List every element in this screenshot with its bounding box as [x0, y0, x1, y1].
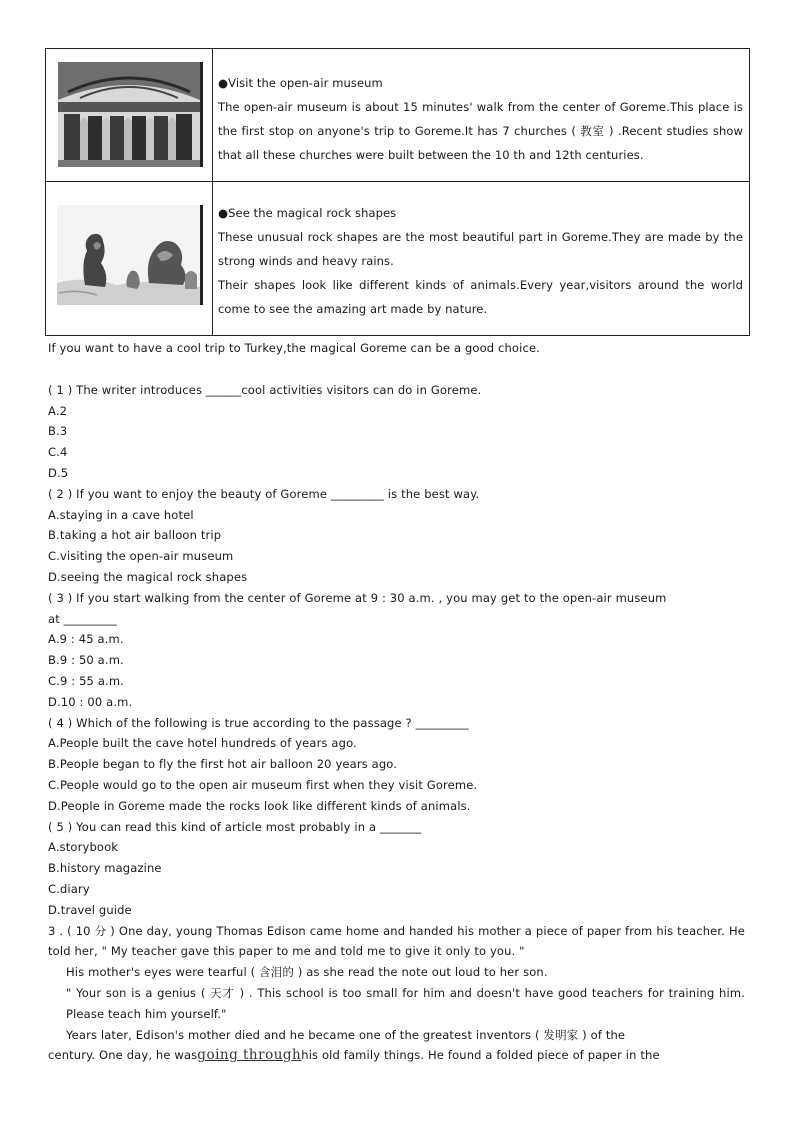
question-5-option-d: D.travel guide: [48, 902, 132, 917]
rocks-heading: ●See the magical rock shapes: [218, 206, 397, 220]
museum-text-cell: [213, 49, 750, 182]
question-3-stem-cont: at _________: [48, 611, 117, 626]
section-3-paragraph-3: " Your son is a genius ( 天才 ) . This school is too small for him and doesn't have good teachers for training him. Please teach him yourself.": [66, 985, 745, 1021]
question-5-option-c: C.diary: [48, 881, 90, 896]
question-2-stem: ( 2 ) If you want to enjoy the beauty of Goreme _________ is the best way.: [48, 486, 480, 501]
question-4-option-b: B.People began to fly the first hot air balloon 20 years ago.: [48, 757, 398, 772]
century-text: century. One day, he was: [48, 1048, 198, 1063]
question-1-option-c: C.4: [48, 445, 68, 460]
question-3-option-b: B.9 : 50 a.m.: [48, 653, 124, 668]
question-2-option-c: C.visiting the open-air museum: [48, 549, 234, 564]
question-1-option-d: D.5: [48, 465, 69, 480]
rocks-description-2: Their shapes look like different kinds of animals.Every year,visitors around the world come to see the amazing art made by nature.: [218, 278, 743, 316]
rocks-text-cell: [213, 182, 750, 336]
museum-image-cell: [46, 49, 213, 182]
question-4-option-c: C.People would go to the open air museum first when they visit Goreme.: [48, 777, 478, 792]
rocks-photo: [57, 205, 203, 305]
old-things-text: his old family things. He found a folded piece of paper in the: [301, 1048, 660, 1063]
section-3-paragraph-4: Years later, Edison's mother died and he became one of the greatest inventors ( 发明家 ) of the: [66, 1027, 626, 1042]
question-2-option-d: D.seeing the magical rock shapes: [48, 569, 248, 584]
attractions-table: [45, 48, 750, 336]
question-5-option-b: B.history magazine: [48, 861, 162, 876]
question-3-stem: ( 3 ) If you start walking from the center of Goreme at 9 : 30 a.m. , you may get to the open-air museum: [48, 590, 667, 605]
question-2-option-b: B.taking a hot air balloon trip: [48, 528, 222, 543]
table-row-museum: [46, 49, 750, 182]
section-3-paragraph-4-cont: [48, 1045, 745, 1066]
question-5-option-a: A.storybook: [48, 840, 119, 855]
museum-photo: [58, 62, 203, 167]
handwritten-answer: going through: [197, 1047, 302, 1064]
museum-description: The open-air museum is about 15 minutes' walk from the center of Goreme.This place is the first stop on anyone's trip to Goreme.It has 7 churches ( 教室 ) .Recent studies show that all these churches were built between the 10 th and 12th centuries.: [218, 100, 743, 162]
museum-heading: ●Visit the open-air museum: [218, 76, 383, 90]
section-3-paragraph-2: His mother's eyes were tearful ( 含泪的 ) as she read the note out loud to her son.: [66, 965, 548, 980]
question-4-stem: ( 4 ) Which of the following is true according to the passage ? _________: [48, 715, 469, 730]
question-1-stem: ( 1 ) The writer introduces ______cool activities visitors can do in Goreme.: [48, 382, 482, 397]
question-3-option-a: A.9 : 45 a.m.: [48, 632, 124, 647]
table-row-rocks: [46, 182, 750, 336]
question-4-option-d: D.People in Goreme made the rocks look like different kinds of animals.: [48, 798, 471, 813]
question-1-option-b: B.3: [48, 424, 68, 439]
question-3-option-d: D.10 : 00 a.m.: [48, 694, 133, 709]
rocks-description-1: These unusual rock shapes are the most beautiful part in Goreme.They are made by the strong winds and heavy rains.: [218, 230, 743, 268]
question-5-stem: ( 5 ) You can read this kind of article most probably in a _______: [48, 819, 422, 834]
question-4-option-a: A.People built the cave hotel hundreds of years ago.: [48, 736, 357, 751]
question-2-option-a: A.staying in a cave hotel: [48, 507, 194, 522]
rocks-image-cell: [46, 182, 213, 336]
questions-section: [48, 338, 745, 1066]
question-3-option-c: C.9 : 55 a.m.: [48, 673, 124, 688]
section-3-paragraph-1: 3 . ( 10 分 ) One day, young Thomas Edison came home and handed his mother a piece of paper from his teacher. He told her, " My teacher gave this paper to me and told me to give it only to you. ": [48, 923, 745, 959]
question-1-option-a: A.2: [48, 403, 68, 418]
closing-line: If you want to have a cool trip to Turkey,the magical Goreme can be a good choice.: [48, 341, 540, 355]
